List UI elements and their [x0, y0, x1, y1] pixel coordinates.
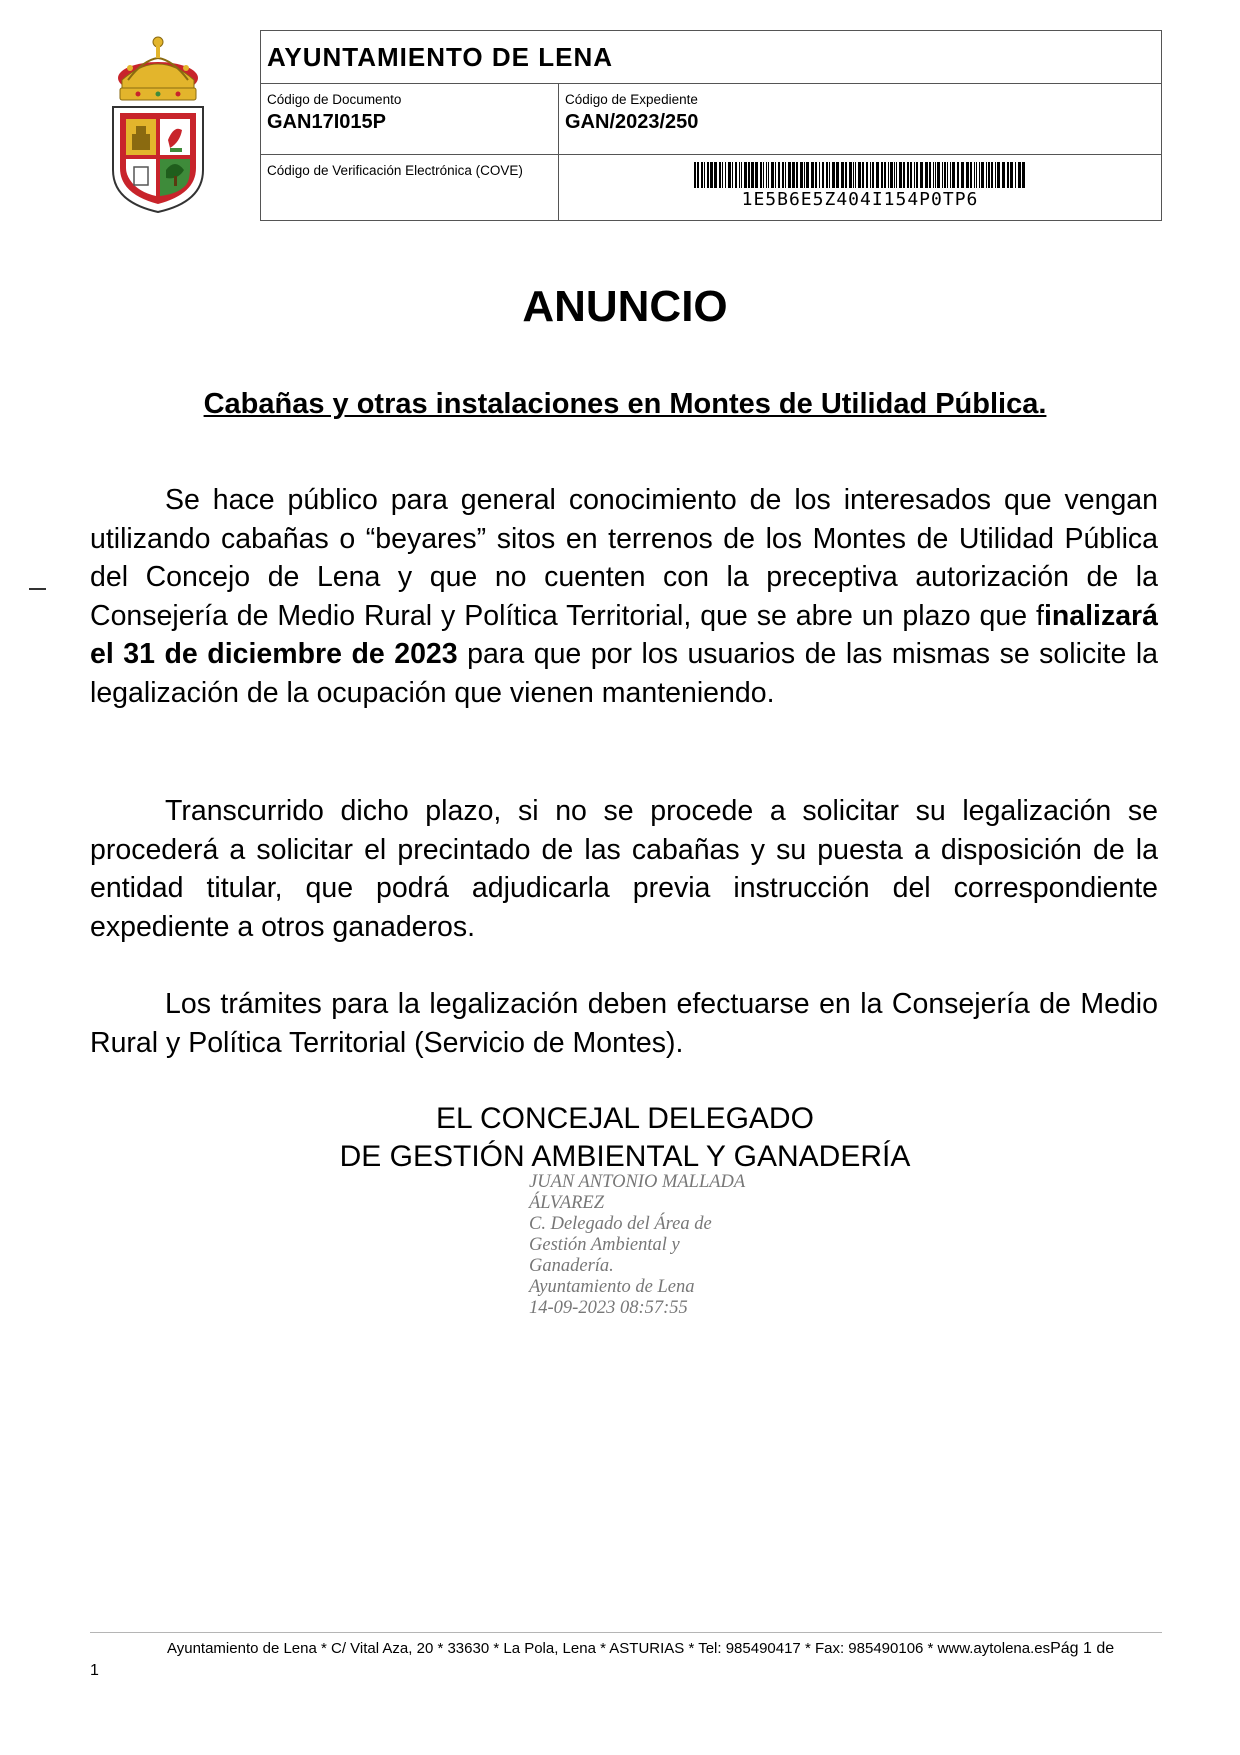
barcode-bar [903, 162, 905, 188]
barcode-bar [853, 162, 854, 188]
signer-role-line-3: Ganadería. [529, 1256, 614, 1276]
barcode-bar [704, 162, 705, 188]
barcode-bar [970, 162, 972, 188]
barcode-bar [760, 162, 762, 188]
barcode-bar [870, 162, 871, 188]
body-paragraph-2: Transcurrido dicho plazo, si no se procede a solicitar su legalización se procederá a solicitar el precintado de las cabañas y su puesta a disposición de la entidad titular, que podrá adjudicarla previa instrucción del correspondiente expediente a otros ganaderos. [90, 795, 1158, 943]
barcode-bar [890, 162, 893, 188]
barcode-bar [725, 162, 726, 188]
cove-label-cell [261, 155, 559, 220]
barcode-bar [788, 162, 791, 188]
barcode-bar [744, 162, 747, 188]
barcode-bar [961, 162, 964, 188]
barcode-bar [950, 162, 951, 188]
barcode-bar [829, 162, 830, 188]
barcode-bar [925, 162, 928, 188]
paragraph-1-text-b: para que por los usuarios de las mismas se solicite la legalización de la ocupación que vienen manteniendo. [90, 638, 1159, 709]
barcode-bar [979, 162, 980, 188]
barcode-bar [920, 162, 923, 188]
barcode-bar [796, 162, 798, 188]
barcode-bar [907, 162, 909, 188]
margin-mark [29, 588, 46, 590]
barcode-bar [751, 162, 754, 188]
signer-organization: Ayuntamiento de Lena [529, 1277, 695, 1297]
barcode-bar [841, 162, 844, 188]
barcode-bar [722, 162, 723, 188]
footer-divider [90, 1632, 1162, 1633]
municipal-coat-of-arms-icon [108, 30, 208, 215]
barcode-bar [888, 162, 889, 188]
barcode-bar [778, 162, 780, 188]
barcode-bar [986, 162, 987, 188]
barcode-bar [806, 162, 809, 188]
barcode-bar [735, 162, 737, 188]
barcode-bar [881, 162, 883, 188]
expediente-code-label: Código de Expediente [565, 92, 698, 107]
barcode-bar [1007, 162, 1009, 188]
barcode-bar [866, 162, 868, 188]
page-title: ANUNCIO [522, 282, 728, 331]
barcode-bar [995, 162, 996, 188]
barcode-bar [694, 162, 696, 188]
barcode-bar [884, 162, 886, 188]
barcode-bar [775, 162, 776, 188]
organization-name: AYUNTAMIENTO DE LENA [261, 31, 1161, 84]
barcode-bar [697, 162, 699, 188]
barcode-bar [728, 162, 731, 188]
document-header-table [260, 30, 1162, 221]
barcode-bar [855, 162, 856, 188]
barcode-bar [707, 162, 709, 188]
signature-title-line-1: EL CONCEJAL DELEGADO [436, 1102, 814, 1135]
barcode-bar [832, 162, 835, 188]
document-code-value: GAN17I015P [267, 111, 386, 133]
barcode-bar [714, 162, 717, 188]
barcode-bar [766, 162, 767, 188]
barcode-bar [910, 162, 912, 188]
barcode-bar [811, 162, 814, 188]
barcode-bar [822, 162, 824, 188]
footer-address-text: Ayuntamiento de Lena * C/ Vital Aza, 20 * 33630 * La Pola, Lena * ASTURIAS * Tel: 985490417 * Fax: 985490106 * www.aytolena.es [167, 1640, 1051, 1657]
barcode-bar [974, 162, 975, 188]
barcode-bar [1015, 162, 1016, 188]
barcode-bar [935, 162, 936, 188]
barcode-bar [739, 162, 740, 188]
barcode-bar [826, 162, 828, 188]
barcode-bar [785, 162, 786, 188]
barcode-bar [966, 162, 969, 188]
barcode-bar [741, 162, 742, 188]
barcode-bar [768, 162, 769, 188]
footer-address [167, 1640, 1167, 1658]
page-total: 1 [90, 1662, 99, 1679]
barcode-bar [732, 162, 733, 188]
barcode-bar [981, 162, 984, 188]
signature-datetime: 14-09-2023 08:57:55 [529, 1298, 688, 1318]
barcode-bar [947, 162, 948, 188]
paragraph-1-text-a: Se hace público para general conocimiento de los interesados que vengan utilizando cabañas o “beyares” sitos en terrenos de los Montes de Utilidad Pública del Concejo de Lena y que no cuenten con la preceptiva autorización de la Consejería de Medio Rural y Política Territorial, que se abre un plazo que f [90, 484, 1158, 632]
barcode-bar [896, 162, 897, 188]
barcode-bar [710, 162, 713, 188]
cove-barcode-cell [559, 155, 1161, 220]
barcode-bar [701, 162, 703, 188]
cove-value: 1E5B6E5Z404I154P0TP6 [741, 189, 979, 210]
expediente-code-value: GAN/2023/250 [565, 111, 699, 133]
barcode-bar [819, 162, 820, 188]
barcode-bar [894, 162, 895, 188]
barcode-bar [916, 162, 918, 188]
barcode-bar [899, 162, 902, 188]
signer-role-line-1: C. Delegado del Área de [529, 1214, 712, 1234]
document-code-cell [261, 84, 559, 155]
expediente-code-cell [559, 84, 1161, 155]
barcode-bar [937, 162, 940, 188]
barcode-bar [836, 162, 839, 188]
barcode-bar [1022, 162, 1025, 188]
barcode-icon [694, 162, 1027, 188]
barcode-bar [976, 162, 977, 188]
barcode-bar [782, 162, 784, 188]
barcode-bar [876, 162, 879, 188]
barcode-bar [957, 162, 959, 188]
body-paragraph-1 [90, 481, 1158, 712]
barcode-bar [952, 162, 955, 188]
signer-name-line-2: ÁLVAREZ [529, 1193, 605, 1213]
barcode-bar [845, 162, 847, 188]
document-code-label: Código de Documento [267, 92, 402, 107]
announcement-subtitle: Cabañas y otras instalaciones en Montes de Utilidad Pública. [203, 388, 1047, 420]
barcode-bar [872, 162, 874, 188]
barcode-bar [771, 162, 774, 188]
barcode-bar [815, 162, 817, 188]
barcode-bar [862, 162, 864, 188]
barcode-bar [929, 162, 931, 188]
electronic-signature-stamp [529, 1172, 769, 1319]
barcode-bar [748, 162, 750, 188]
barcode-bar [944, 162, 946, 188]
barcode-bar [1018, 162, 1021, 188]
barcode-bar [1002, 162, 1005, 188]
barcode-bar [719, 162, 721, 188]
paragraph-1-deadline: inalizará el 31 de diciembre de 2023 [90, 599, 1158, 670]
barcode-bar [914, 162, 915, 188]
body-paragraph-3: Los trámites para la legalización deben efectuarse en la Consejería de Medio Rural y Política Territorial (Servicio de Montes). [90, 988, 1158, 1059]
signer-role-line-2: Gestión Ambiental y [529, 1235, 680, 1255]
signature-title-line-2: DE GESTIÓN AMBIENTAL Y GANADERÍA [339, 1140, 911, 1173]
barcode-bar [849, 162, 852, 188]
barcode-bar [755, 162, 758, 188]
signer-name-line-1: JUAN ANTONIO MALLADA [529, 1172, 746, 1192]
barcode-bar [997, 162, 1000, 188]
barcode-bar [991, 162, 993, 188]
barcode-bar [988, 162, 990, 188]
barcode-bar [858, 162, 861, 188]
barcode-bar [800, 162, 803, 188]
cove-label: Código de Verificación Electrónica (COVE) [267, 163, 523, 178]
barcode-bar [792, 162, 795, 188]
barcode-bar [763, 162, 764, 188]
barcode-bar [1010, 162, 1013, 188]
barcode-bar [933, 162, 934, 188]
barcode-bar [942, 162, 943, 188]
barcode-bar [804, 162, 805, 188]
page-number-label: Pág 1 de [1050, 1640, 1115, 1657]
